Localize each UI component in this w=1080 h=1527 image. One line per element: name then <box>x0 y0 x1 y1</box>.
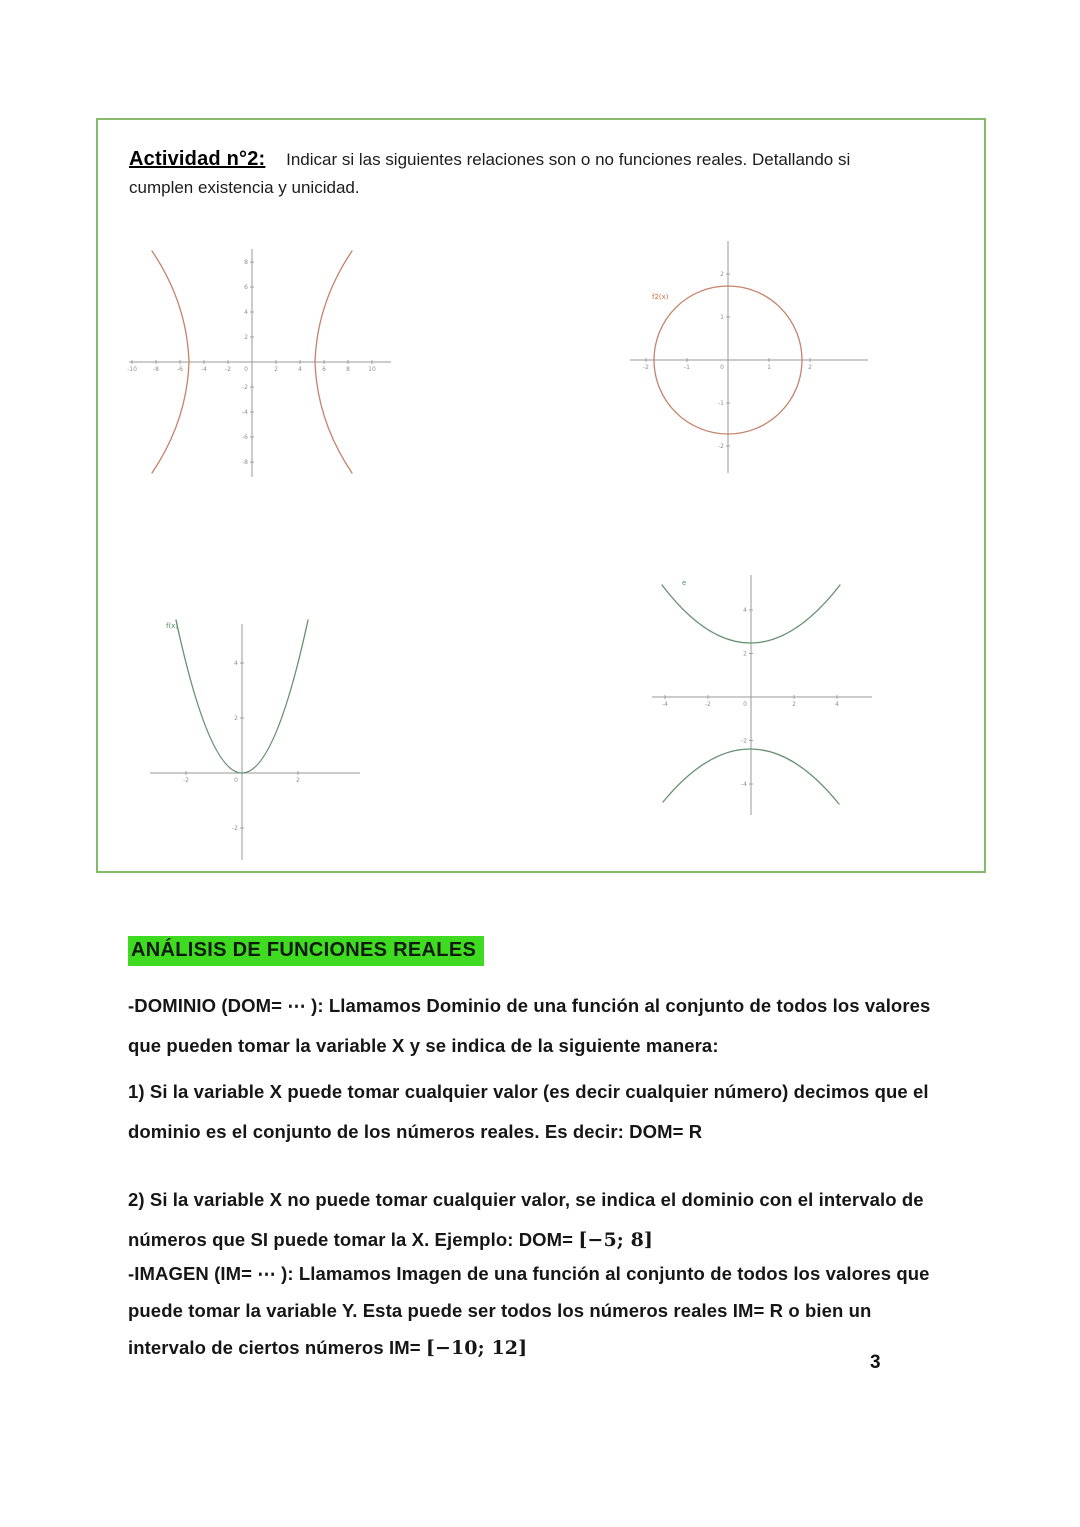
page-number: 3 <box>870 1352 881 1373</box>
graph-circle <box>622 237 872 477</box>
analysis-section <box>128 936 940 1367</box>
axis-tick-label: -2 <box>225 366 231 373</box>
curve-label: e <box>682 579 687 587</box>
activity-description: Indicar si las siguientes relaciones son o no funciones reales. Detallando si cumplen existencia y unicidad. <box>129 150 851 197</box>
axis-tick-label: -8 <box>153 366 159 373</box>
axis-tick-label: -4 <box>662 701 668 708</box>
axis-tick-label: 2 <box>234 715 238 722</box>
axis-tick-label: 2 <box>808 364 812 371</box>
axis-tick-label: 0 <box>234 777 238 784</box>
axis-tick-label: 4 <box>298 366 302 373</box>
activity-header <box>129 144 901 201</box>
axis-tick-label: -2 <box>705 701 711 708</box>
interval-dom: [−5; 8] <box>578 1228 653 1251</box>
axis-tick-label: -4 <box>242 409 248 416</box>
axis-tick-label: 1 <box>767 364 771 371</box>
axis-tick-label: 8 <box>346 366 350 373</box>
axis-tick-label: -2 <box>718 443 724 450</box>
axis-tick-label: 1 <box>720 314 724 321</box>
paragraph-dominio: -DOMINIO (DOM= ⋯ ): Llamamos Dominio de una función al conjunto de todos los valores que pueden tomar la variable X y se indica de la siguiente manera: <box>128 995 931 1056</box>
axis-tick-label: -1 <box>718 400 724 407</box>
paragraph-caso2 <box>128 1180 940 1261</box>
paragraph-caso1: 1) Si la variable X puede tomar cualquier valor (es decir cualquier número) decimos que el dominio es el conjunto de los números reales. Es decir: DOM= R <box>128 1080 929 1142</box>
axis-tick-label: -10 <box>127 366 137 373</box>
graph-hyperbola-vertical <box>632 567 892 817</box>
graph-parabola <box>142 612 382 862</box>
activity-title: Actividad n°2: <box>129 148 266 170</box>
axis-tick-label: 2 <box>244 334 248 341</box>
axis-tick-label: 4 <box>244 309 248 316</box>
graph-hyperbola-horizontal <box>127 245 395 481</box>
axis-tick-label: -8 <box>242 459 248 466</box>
axis-tick-label: 4 <box>743 607 747 614</box>
axis-tick-label: -2 <box>741 737 747 745</box>
axis-tick-label: 0 <box>743 701 747 708</box>
axis-tick-label: -4 <box>741 781 747 788</box>
axis-tick-label: 6 <box>322 366 326 373</box>
axis-tick-label: 4 <box>234 660 238 667</box>
axis-tick-label: 4 <box>835 701 839 708</box>
paragraph-imagen-text: -IMAGEN (IM= ⋯ ): Llamamos Imagen de una función al conjunto de todos los valores que puede tomar la variable Y. Esta puede ser todos los números reales IM= R o bien un intervalo de ciertos números IM= <box>128 1262 930 1358</box>
axis-tick-label: 10 <box>368 366 376 373</box>
axis-tick-label: -2 <box>242 384 248 391</box>
axis-tick-label: -1 <box>684 364 690 371</box>
axis-tick-label: -2 <box>183 777 189 784</box>
interval-im: [−10; 12] <box>425 1336 528 1359</box>
axis-tick-label: 8 <box>244 259 248 266</box>
axis-tick-label: 6 <box>244 284 248 291</box>
curve-label: f(x) <box>166 622 179 630</box>
axis-tick-label: 2 <box>720 271 724 278</box>
axis-tick-label: 2 <box>792 701 796 708</box>
paragraph-imagen <box>128 1255 940 1367</box>
axis-tick-label: 2 <box>296 777 300 784</box>
axis-tick-label: 2 <box>274 366 278 373</box>
axis-tick-label: -6 <box>242 434 248 441</box>
axis-tick-label: -6 <box>177 366 183 373</box>
curve-label: f2(x) <box>652 293 669 301</box>
paragraph-caso2-text: 2) Si la variable X no puede tomar cualquier valor, se indica el dominio con el intervalo de números que SI puede tomar la X. Ejemplo: DOM= <box>128 1188 924 1250</box>
axis-tick-label: 0 <box>244 366 248 373</box>
axis-tick-label: -4 <box>201 366 207 373</box>
axis-tick-label: 0 <box>720 364 724 371</box>
activity-box <box>96 118 986 873</box>
axis-tick-label: -2 <box>643 364 649 371</box>
section-heading: ANÁLISIS DE FUNCIONES REALES <box>128 936 484 966</box>
axis-tick-label: 2 <box>743 650 747 658</box>
axis-tick-label: -2 <box>232 825 238 832</box>
